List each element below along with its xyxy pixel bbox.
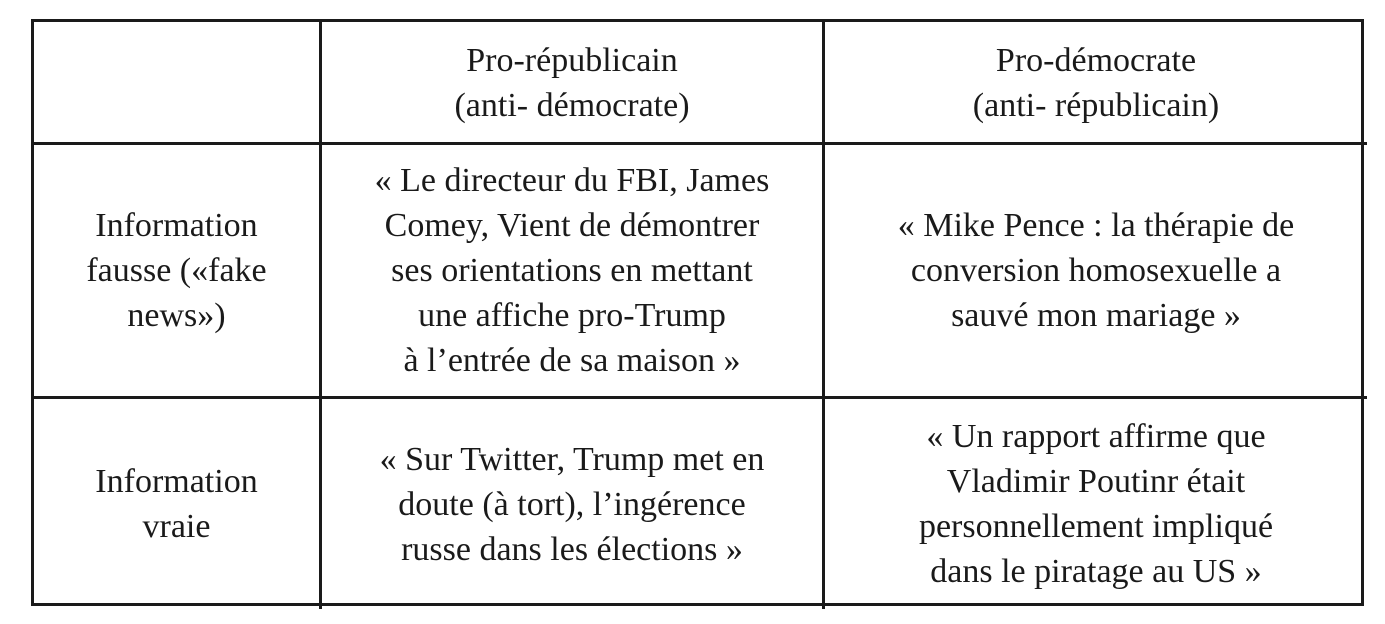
cell-text: « Sur Twitter, Trump met en doute (à tort), l’ingérence russe dans les élections » <box>379 440 765 568</box>
row-label-information-fausse <box>34 145 322 399</box>
header-cell-empty <box>34 22 322 145</box>
header-cell-pro-republicain <box>322 22 825 145</box>
cell-text: « Un rapport affirme que Vladimir Poutinr était personnellement impliqué dans le piratage au US » <box>918 418 1274 590</box>
row-label-information-vraie <box>34 399 322 609</box>
comparison-table <box>31 19 1364 606</box>
cell-text: « Mike Pence : la thérapie de conversion homosexuelle a sauvé mon mariage » <box>897 207 1295 334</box>
row-label-text: Information vraie <box>95 463 258 545</box>
cell-text: « Le directeur du FBI, James Comey, Vient de démontrer ses orientations en mettant une affiche pro-Trump à l’entrée de sa maison » <box>374 162 770 379</box>
header-pro-republicain-label: Pro-républicain (anti- démocrate) <box>454 42 690 124</box>
table-cell-vraie-pro-democrate <box>825 399 1367 609</box>
table-cell-fausse-pro-democrate <box>825 145 1367 399</box>
row-label-text: Information fausse («fake news») <box>86 207 267 334</box>
table-cell-fausse-pro-republicain <box>322 145 825 399</box>
header-cell-pro-democrate <box>825 22 1367 145</box>
table-cell-vraie-pro-republicain <box>322 399 825 609</box>
header-pro-democrate-label: Pro-démocrate (anti- républicain) <box>972 42 1220 124</box>
